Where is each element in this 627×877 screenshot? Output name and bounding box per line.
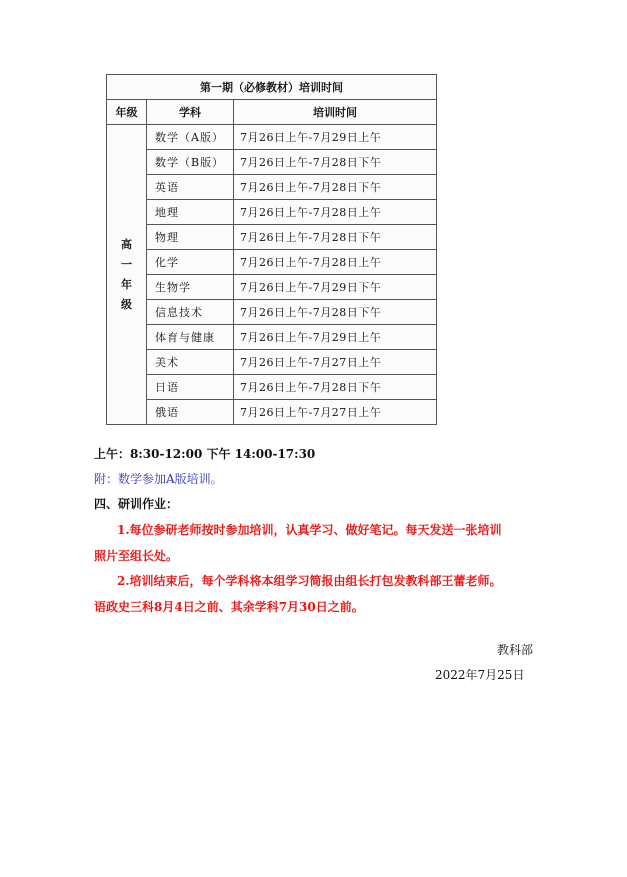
time-cell: 7月26日上午-7月28日上午 xyxy=(234,200,437,225)
header-training-time: 培训时间 xyxy=(234,100,437,125)
table-row xyxy=(107,300,437,325)
subject-cell: 日语 xyxy=(147,375,234,400)
grade-char: 高 xyxy=(121,237,132,251)
table-row xyxy=(107,150,437,175)
header-grade: 年级 xyxy=(107,100,147,125)
subject-cell: 数学（A版） xyxy=(147,125,234,150)
subject-cell: 生物学 xyxy=(147,275,234,300)
table-row xyxy=(107,350,437,375)
training-schedule-table xyxy=(106,74,437,425)
table-row xyxy=(107,175,437,200)
homework-item2-line2: 语政史三科8月4日之前、其余学科7月30日之前。 xyxy=(94,600,364,614)
subject-cell: 俄语 xyxy=(147,400,234,425)
table-row xyxy=(107,400,437,425)
subject-cell: 数学（B版） xyxy=(147,150,234,175)
time-cell: 7月26日上午-7月28日下午 xyxy=(234,225,437,250)
time-cell: 7月26日上午-7月29日下午 xyxy=(234,275,437,300)
table-row xyxy=(107,225,437,250)
section-heading: 四、研训作业： xyxy=(94,497,179,511)
time-cell: 7月26日上午-7月28日下午 xyxy=(234,375,437,400)
subject-cell: 美术 xyxy=(147,350,234,375)
grade-char: 年 xyxy=(121,277,132,291)
signature-dept: 教科部 xyxy=(497,643,534,657)
signature-date: 2022年7月25日 xyxy=(435,668,525,682)
subject-cell: 体育与健康 xyxy=(147,325,234,350)
time-cell: 7月26日上午-7月28日下午 xyxy=(234,300,437,325)
time-cell: 7月26日上午-7月28日下午 xyxy=(234,150,437,175)
subject-cell: 信息技术 xyxy=(147,300,234,325)
table-title: 第一期（必修教材）培训时间 xyxy=(107,75,437,100)
subject-cell: 英语 xyxy=(147,175,234,200)
time-cell: 7月26日上午-7月28日下午 xyxy=(234,175,437,200)
header-subject: 学科 xyxy=(147,100,234,125)
grade-cell xyxy=(107,125,147,425)
time-cell: 7月26日上午-7月27日上午 xyxy=(234,400,437,425)
subject-cell: 物理 xyxy=(147,225,234,250)
homework-item1-line2: 照片至组长处。 xyxy=(94,549,179,563)
grade-char: 级 xyxy=(121,297,132,311)
table-row xyxy=(107,275,437,300)
table-row xyxy=(107,250,437,275)
table-row xyxy=(107,200,437,225)
table-row xyxy=(107,375,437,400)
time-cell: 7月26日上午-7月27日上午 xyxy=(234,350,437,375)
homework-item1-line1: 1.每位参研老师按时参加培训，认真学习、做好笔记。每天发送一张培训 xyxy=(117,523,502,537)
table-row xyxy=(107,125,437,150)
homework-item2-line1: 2.培训结束后，每个学科将本组学习简报由组长打包发教科部王蕾老师。 xyxy=(117,574,502,588)
subject-cell: 地理 xyxy=(147,200,234,225)
grade-char: 一 xyxy=(121,257,132,271)
math-note: 附：数学参加A版培训。 xyxy=(94,472,223,486)
table-row xyxy=(107,325,437,350)
time-cell: 7月26日上午-7月28日上午 xyxy=(234,250,437,275)
training-hours: 上午：8:30-12:00 下午 14:00-17:30 xyxy=(94,447,316,461)
time-cell: 7月26日上午-7月29日上午 xyxy=(234,325,437,350)
time-cell: 7月26日上午-7月29日上午 xyxy=(234,125,437,150)
subject-cell: 化学 xyxy=(147,250,234,275)
